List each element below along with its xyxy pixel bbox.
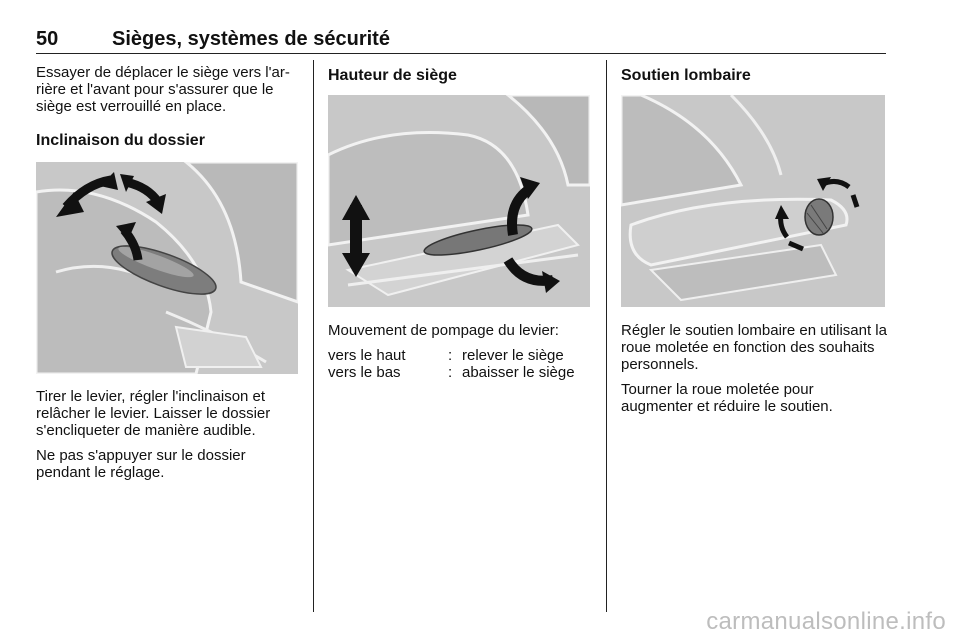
column-2 <box>328 64 594 86</box>
column-3-lower <box>621 322 889 415</box>
list-value: relever le siège <box>462 347 564 364</box>
lumbar-instructions: Régler le soutien lombaire en utilisant la roue moletée en fonction des souhaits personnels. <box>621 322 887 373</box>
watermark: carmanualsonline.info <box>706 608 946 635</box>
page-title: Sièges, systèmes de sécurité <box>112 28 390 50</box>
section-heading-seat-height: Hauteur de siège <box>328 67 457 84</box>
list-item <box>328 364 594 381</box>
list-value: abaisser le siège <box>462 364 575 381</box>
seat-height-figure <box>328 95 590 307</box>
list-separator: : <box>448 347 453 364</box>
column-divider-2 <box>606 60 607 612</box>
seat-height-intro: Mouvement de pompage du levier: <box>328 322 559 339</box>
section-heading-backrest: Inclinaison du dossier <box>36 132 205 149</box>
column-divider-1 <box>313 60 314 612</box>
lumbar-adjust-text: Tourner la roue moletée pour augmenter et réduire le soutien. <box>621 381 833 415</box>
list-item <box>328 347 594 364</box>
column-2-lower <box>328 322 594 381</box>
intro-text: Essayer de déplacer le siège vers l'ar- rière et l'avant pour s'assurer que le siège est verrouillé en place. <box>36 64 290 115</box>
page-number: 50 <box>36 28 59 50</box>
column-3 <box>621 64 889 86</box>
backrest-warning: Ne pas s'appuyer sur le dossier pendant le réglage. <box>36 447 246 481</box>
column-1-lower <box>36 388 304 481</box>
backrest-figure <box>36 162 298 374</box>
list-key: vers le haut <box>328 347 406 364</box>
column-1 <box>36 64 304 151</box>
lumbar-figure <box>621 95 885 307</box>
header-rule <box>36 53 886 54</box>
list-key: vers le bas <box>328 364 401 381</box>
backrest-instructions: Tirer le levier, régler l'inclinaison et relâcher le levier. Laisser le dossier s'encliqueter de manière audible. <box>36 388 271 439</box>
list-separator: : <box>448 364 453 381</box>
seat-height-list <box>328 347 594 381</box>
page-header <box>36 28 886 52</box>
section-heading-lumbar: Soutien lombaire <box>621 67 751 84</box>
